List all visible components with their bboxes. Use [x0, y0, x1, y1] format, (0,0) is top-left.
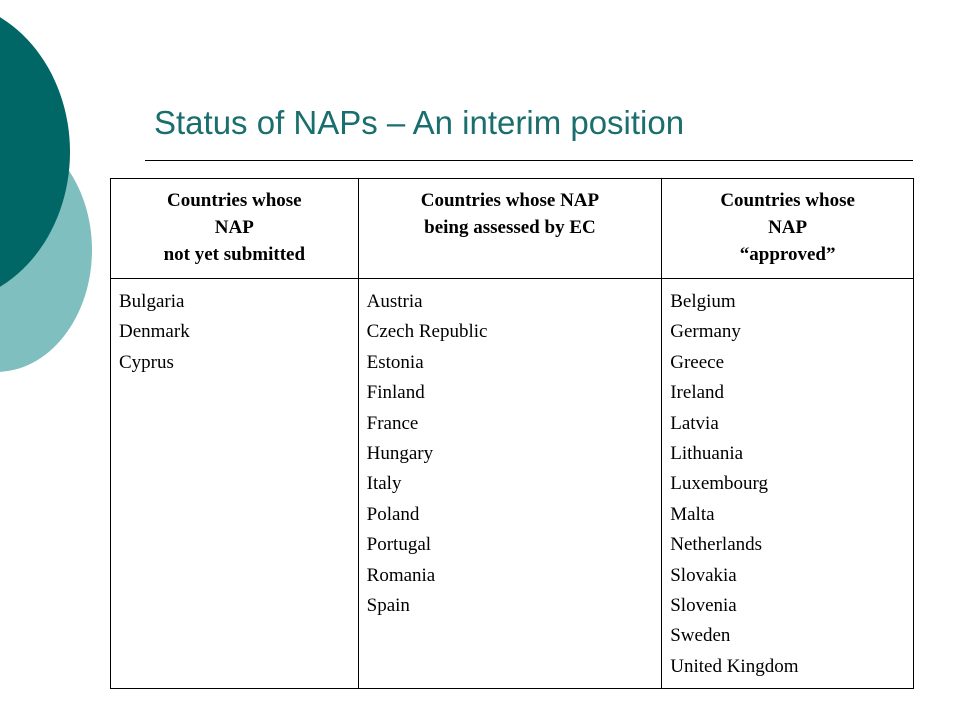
title-underline: [145, 160, 913, 161]
country-name: Ireland: [670, 382, 725, 404]
column-not-yet-submitted: [111, 279, 359, 689]
country-name: Lithuania: [670, 443, 744, 465]
header-not-yet-submitted: Countries whose NAP not yet submitted: [111, 179, 359, 279]
country-name: Luxembourg: [670, 473, 769, 495]
country-name: Germany: [670, 321, 741, 343]
country-name: Poland: [366, 503, 420, 525]
country-name: Czech Republic: [366, 321, 488, 343]
country-name: Portugal: [366, 534, 432, 556]
country-name: Slovenia: [670, 595, 737, 617]
column-being-assessed: [358, 279, 662, 689]
table-header-row: [111, 179, 914, 279]
country-name: Slovakia: [670, 564, 737, 586]
country-name: Bulgaria: [119, 291, 185, 312]
country-name: Austria: [366, 291, 423, 312]
country-name: Netherlands: [670, 534, 763, 556]
country-name: Italy: [366, 473, 402, 495]
country-name: Latvia: [670, 412, 719, 434]
country-name: Hungary: [366, 443, 434, 465]
country-name: France: [366, 412, 419, 434]
slide-title: Status of NAPs – An interim position: [154, 104, 685, 141]
header-being-assessed: Countries whose NAP being assessed by EC: [358, 179, 662, 279]
nap-status-table: [110, 178, 914, 689]
country-name: Denmark: [119, 321, 190, 343]
country-name: Spain: [366, 595, 410, 617]
country-name: Belgium: [670, 291, 736, 312]
country-name: United Kingdom: [670, 655, 799, 677]
country-name: Estonia: [366, 351, 424, 373]
country-name: Malta: [670, 503, 715, 525]
table-row: [111, 279, 914, 689]
country-name: Sweden: [670, 625, 731, 647]
column-approved: [662, 279, 914, 689]
header-approved: Countries whose NAP “approved”: [662, 179, 914, 279]
country-name: Romania: [366, 564, 436, 586]
country-name: Finland: [366, 382, 425, 404]
country-name: Cyprus: [119, 351, 174, 373]
country-name: Greece: [670, 351, 725, 373]
